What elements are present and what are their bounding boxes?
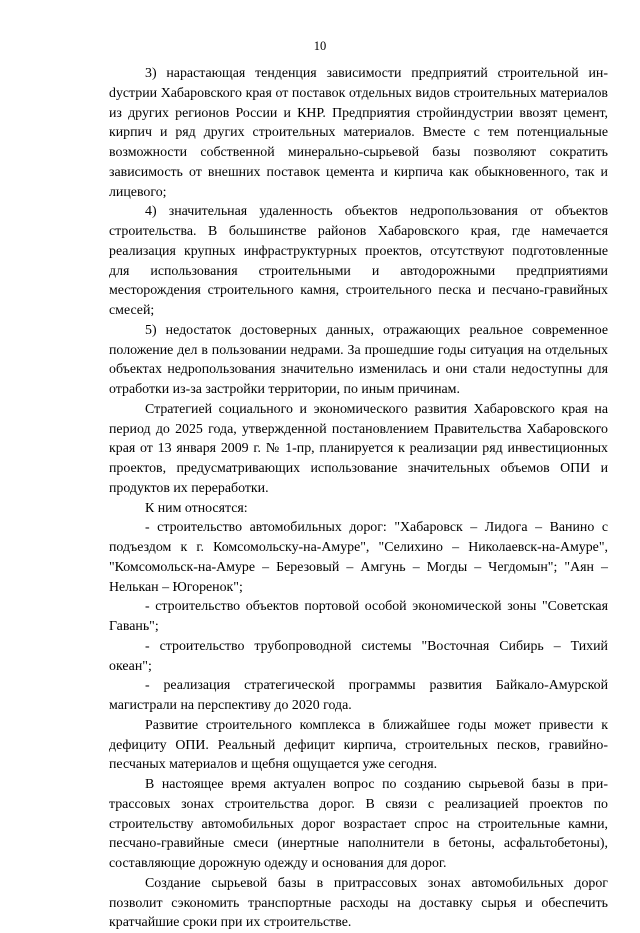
paragraph-raw-material-base: В настоящее время актуален вопрос по созданию сырьевой базы в притрассовых зонах строительства дорог. В связи с реализацией проектов по строительству автомобильных дорог возрастает спрос на строительные камни, песчано-гравийные смеси (инертные наполнители в бетоны, асфальтобетоны), составляющие дорожную одежду и основания для дорог. bbox=[109, 777, 608, 871]
paragraph-deficit: Развитие строительного комплекса в ближайшее годы может привести к дефициту ОПИ. Реальный дефицит кирпича, строительных песков, гравийно-песчаных материалов и щебня ощущается уже сегодня. bbox=[109, 717, 608, 773]
page-body bbox=[109, 64, 608, 933]
list-item-road-construction: - строительство автомобильных дорог: "Хабаровск – Лидога – Ванино с подъездом к г. Комсомольску-на-Амуре", "Селихино – Николаевск-на-Амуре", "Комсомольск-на-Амуре – Березовый – Амгунь – Могды – Чегдомын"; "Аян – Нелькан – Югоренок"; bbox=[109, 520, 608, 595]
paragraph-remoteness-of-deposits: 4) значительная удаленность объектов недропользования от объектов строительства. В большинстве районов Хабаровского края, где намечается реализация крупных инфраструктурных проектов, отсутствуют подготовленные для использования строительными и автодорожными предприятиями месторождения строительного камня, строительного песка и песчано-гравийных смесей; bbox=[109, 204, 608, 318]
paragraph-savings: Создание сырьевой базы в притрассовых зонах автомобильных дорог позволит сэкономить транспортные расходы на доставку сырья и обеспечить кратчайшие сроки при их строительстве. bbox=[109, 875, 608, 931]
list-item-port-zone: - строительство объектов портовой особой экономической зоны "Советская Гавань"; bbox=[109, 599, 608, 634]
list-item-bam-program: - реализация стратегической программы развития Байкало-Амурской магистрали на перспективу до 2020 года. bbox=[109, 678, 608, 713]
paragraph-list-intro: К ним относятся: bbox=[145, 500, 248, 516]
list-item-pipeline: - строительство трубопроводной системы "Восточная Сибирь – Тихий океан"; bbox=[109, 638, 608, 674]
paragraph-development-strategy: Стратегией социального и экономического развития Хабаровского края на период до 2025 года, утвержденной постановлением Правительства Хабаровского края от 13 января 2009 г. № 1-пр, планируется к реализации ряд инвестиционных проектов, предусматривающих использование значительных объемов ОПИ и продуктов их переработки. bbox=[109, 401, 608, 496]
paragraph-dependency-on-imports: 3) нарастающая тенденция зависимости предприятий строительной инdустрии Хабаровского края от поставок отдельных видов строительных материалов из других регионов России и КНР. Предприятия стройиндустрии ввозят цемент, кирпич и ряд других строительных материалов. Вместе с тем потенциальные возможности собственной минерально-сырьевой базы позволяют сократить зависимость от внешних поставок цемента и кирпича как обыкновенного, так и лицевого; bbox=[109, 66, 608, 200]
page-number: 10 bbox=[313, 39, 327, 53]
paragraph-lack-of-data: 5) недостаток достоверных данных, отражающих реальное современное положение дел в пользовании недрами. За прошедшие годы ситуация на отдельных объектах недропользования значительно изменилась и они стали недоступны для отработки из-за застройки территории, по иным причинам. bbox=[109, 322, 608, 397]
